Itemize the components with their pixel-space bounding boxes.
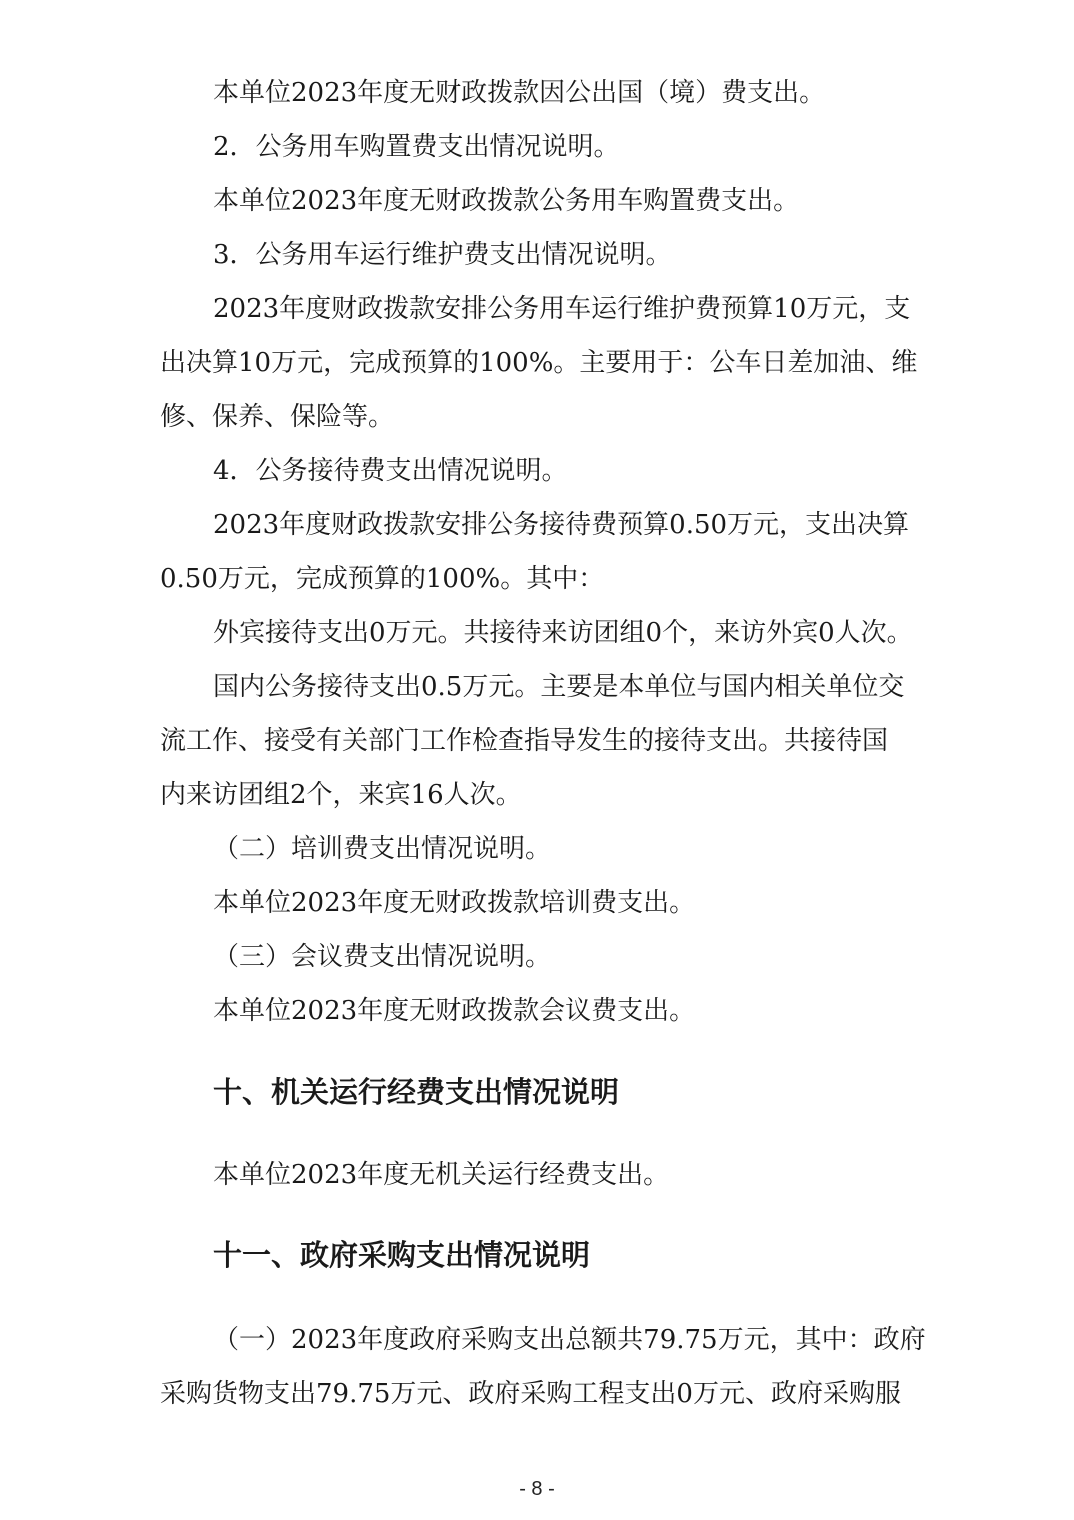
paragraph-line: 本单位2023年度无财政拨款培训费支出。 (213, 888, 696, 918)
paragraph-line: （一）2023年度政府采购支出总额共79.75万元，其中：政府 (213, 1325, 926, 1355)
paragraph-line: 本单位2023年度无财政拨款公务用车购置费支出。 (213, 186, 800, 216)
subheading-training: （二）培训费支出情况说明。 (213, 834, 552, 864)
paragraph-line: 本单位2023年度无财政拨款会议费支出。 (213, 996, 696, 1026)
paragraph-line: 内来访团组2个，来宾16人次。 (160, 780, 522, 810)
section-heading-procurement: 十一、政府采购支出情况说明 (213, 1238, 591, 1272)
paragraph-line: 本单位2023年度无机关运行经费支出。 (213, 1160, 670, 1190)
paragraph-line: 0.50万元，完成预算的100%。其中： (160, 564, 605, 594)
subheading-vehicle-maintenance: 3．公务用车运行维护费支出情况说明。 (213, 240, 672, 270)
subheading-reception: 4．公务接待费支出情况说明。 (213, 456, 568, 486)
paragraph-line: 2023年度财政拨款安排公务接待费预算0.50万元，支出决算 (213, 510, 910, 540)
paragraph-line: 采购货物支出79.75万元、政府采购工程支出0万元、政府采购服 (160, 1379, 901, 1409)
paragraph-line: 外宾接待支出0万元。共接待来访团组0个，来访外宾0人次。 (213, 618, 913, 648)
paragraph-line: 流工作、接受有关部门工作检查指导发生的接待支出。共接待国 (160, 726, 889, 756)
paragraph-line: 修、保养、保险等。 (160, 402, 395, 432)
paragraph-line: 出决算10万元，完成预算的100%。主要用于：公车日差加油、维 (160, 348, 918, 378)
paragraph-line: 本单位2023年度无财政拨款因公出国（境）费支出。 (213, 78, 826, 108)
subheading-meeting: （三）会议费支出情况说明。 (213, 942, 552, 972)
paragraph-line: 2023年度财政拨款安排公务用车运行维护费预算10万元，支 (213, 294, 911, 324)
section-heading-operating-costs: 十、机关运行经费支出情况说明 (213, 1075, 620, 1109)
page-number: - 8 - (519, 1478, 555, 1500)
paragraph-line: 国内公务接待支出0.5万元。主要是本单位与国内相关单位交 (213, 672, 905, 702)
subheading-vehicle-purchase: 2．公务用车购置费支出情况说明。 (213, 132, 620, 162)
